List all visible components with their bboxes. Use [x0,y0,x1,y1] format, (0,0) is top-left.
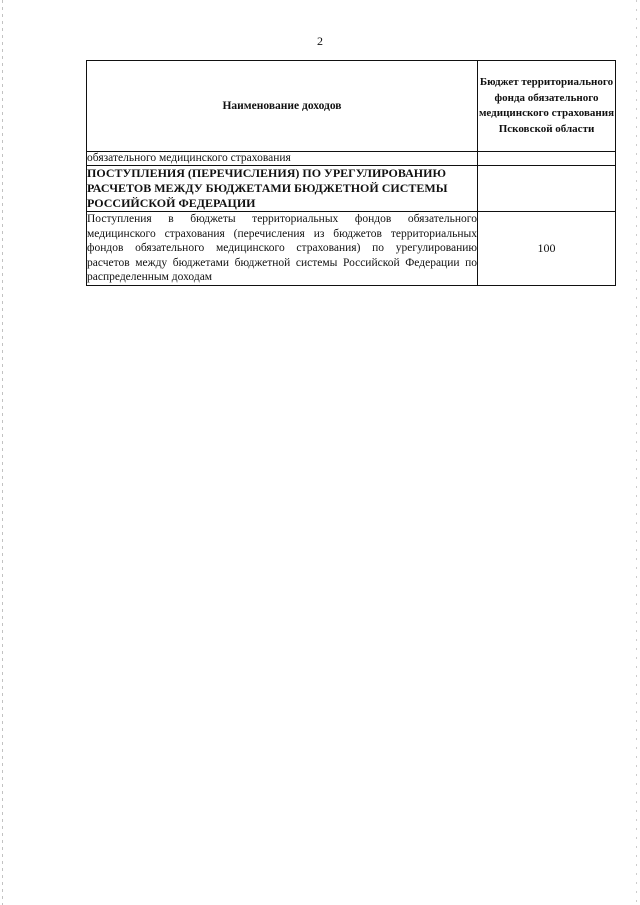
continuation-text: обязательного медицинского страхования [87,152,478,166]
continuation-row [87,152,616,166]
section-value [478,166,616,212]
section-heading: ПОСТУПЛЕНИЯ (ПЕРЕЧИСЛЕНИЯ) ПО УРЕГУЛИРОВАНИЮ РАСЧЕТОВ МЕЖДУ БЮДЖЕТАМИ БЮДЖЕТНОЙ СИСТЕМЫ РОССИЙСКОЙ ФЕДЕРАЦИИ [87,166,478,212]
section-heading-row [87,166,616,212]
page-number: 2 [317,34,323,48]
scan-edge-right [636,0,637,905]
column-header-income-name: Наименование доходов [87,61,478,152]
continuation-value [478,152,616,166]
income-item-name: Поступления в бюджеты территориальных фондов обязательного медицинского страхования (перечисления из бюджетов территориальных фондов обязательного медицинского страхования) по урегулированию расчетов между бюджетами бюджетной системы Российской Федерации по распределенным доходам [87,212,478,286]
column-header-fund-budget: Бюджет территориального фонда обязательного медицинского страхования Псковской области [478,61,616,152]
table-row [87,212,616,286]
income-distribution-table [86,60,616,286]
scan-edge-left [2,0,3,905]
table-header-row [87,61,616,152]
income-item-percent: 100 [478,212,616,286]
